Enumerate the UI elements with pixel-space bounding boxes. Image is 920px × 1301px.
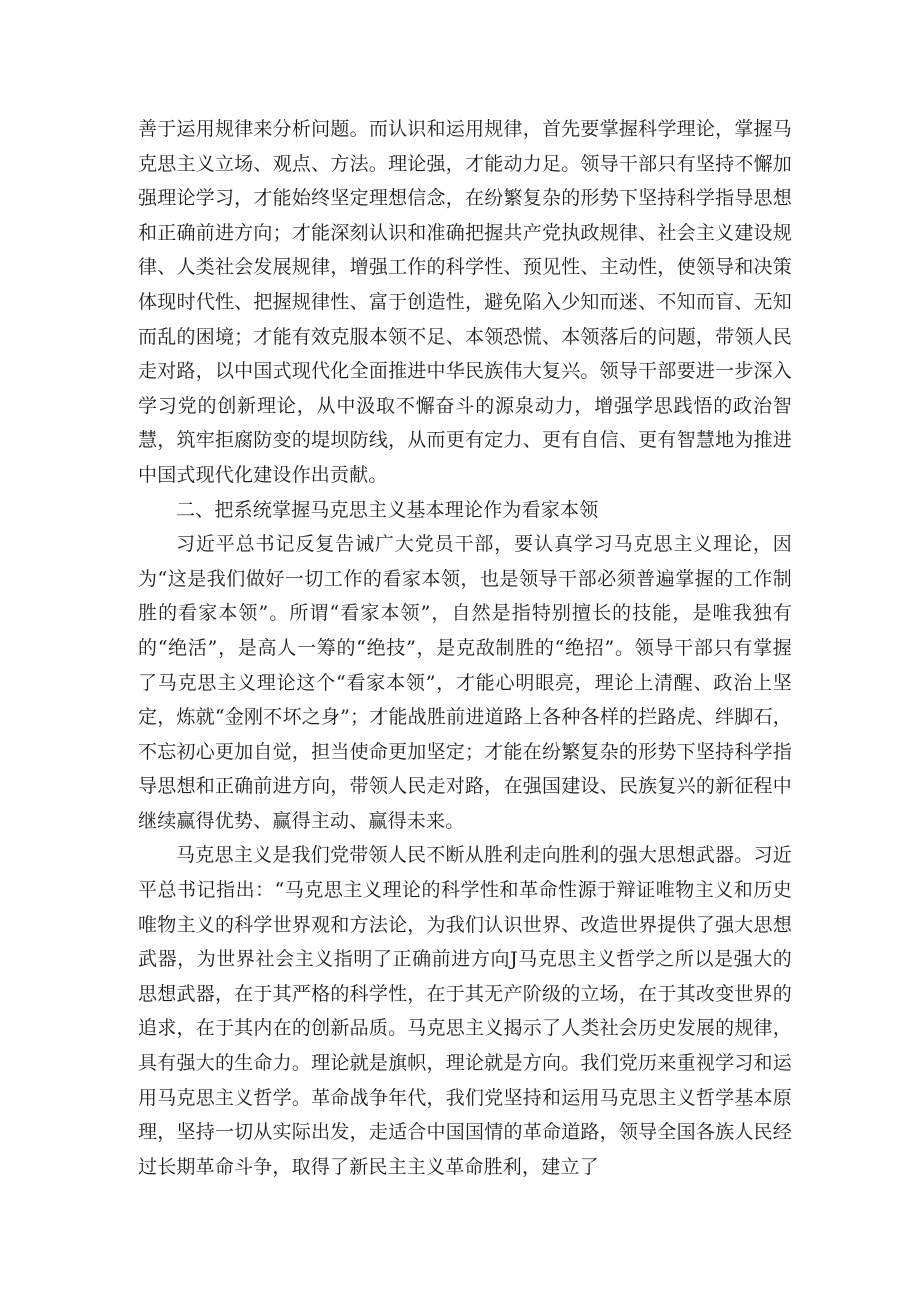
body-paragraph-3: 马克思主义是我们党带领人民不断从胜利走向胜利的强大思想武器。习近平总书记指出：“马克思主义理论的科学性和革命性源于辩证唯物主义和历史唯物主义的科学世界观和方法论，为我们认识世界、改造世界提供了强大思想武器，为世界社会主义指明了正确前进方向J马克思主义哲学之所以是强大的思想武器，在于其严格的科学性，在于其无产阶级的立场，在于其改变世界的追求，在于其内在的创新品质。马克思主义揭示了人类社会历史发展的规律，具有强大的生命力。理论就是旗帜，理论就是方向。我们党历来重视学习和运用马克思主义哲学。革命战争年代，我们党坚持和运用马克思主义哲学基本原理，坚持一切从实际出发，走适合中国国情的革命道路，领导全国各族人民经过长期革命斗争，取得了新民主主义革命胜利，建立了	[138, 844, 792, 1178]
section-heading-2: 二、把系统掌握马克思主义基本理论作为看家本领	[176, 498, 599, 521]
body-paragraph-1: 善于运用规律来分析问题。而认识和运用规律，首先要掌握科学理论，掌握马克思主义立场、观点、方法。理论强，才能动力足。领导干部只有坚持不懈加强理论学习，才能始终坚定理想信念，在纷繁复杂的形势下坚持科学指导思想和正确前进方向；才能深刻认识和准确把握共产党执政规律、社会主义建设规律、人类社会发展规律，增强工作的科学性、预见性、主动性，使领导和决策体现时代性、把握规律性、富于创造性，避免陷入少知而迷、不知而盲、无知而乱的困境；才能有效克服本领不足、本领恐慌、本领落后的问题，带领人民走对路，以中国式现代化全面推进中华民族伟大复兴。领导干部要进一步深入学习党的创新理论，从中汲取不懈奋斗的源泉动力，增强学思践悟的政治智慧，筑牢拒腐防变的堤坝防线，从而更有定力、更有自信、更有智慧地为推进中国式现代化建设作出贡献。	[138, 118, 792, 486]
body-paragraph-2: 习近平总书记反复告诫广大党员干部，要认真学习马克思主义理论，因为“这是我们做好一切工作的看家本领，也是领导干部必须普遍掌握的工作制胜的看家本领”。所谓“看家本领”，自然是指特别擅长的技能，是唯我独有的“绝活”，是高人一筹的“绝技”，是克敌制胜的“绝招”。领导干部只有掌握了马克思主义理论这个“看家本领”，才能心明眼亮，理论上清醒、政治上坚定，炼就“金刚不坏之身”；才能战胜前进道路上各种各样的拦路虎、绊脚石，不忘初心更加自觉，担当使命更加坚定；才能在纷繁复杂的形势下坚持科学指导思想和正确前进方向，带领人民走对路，在强国建设、民族复兴的新征程中继续赢得优势、赢得主动、赢得未来。	[138, 533, 792, 832]
document-page	[138, 112, 792, 1184]
